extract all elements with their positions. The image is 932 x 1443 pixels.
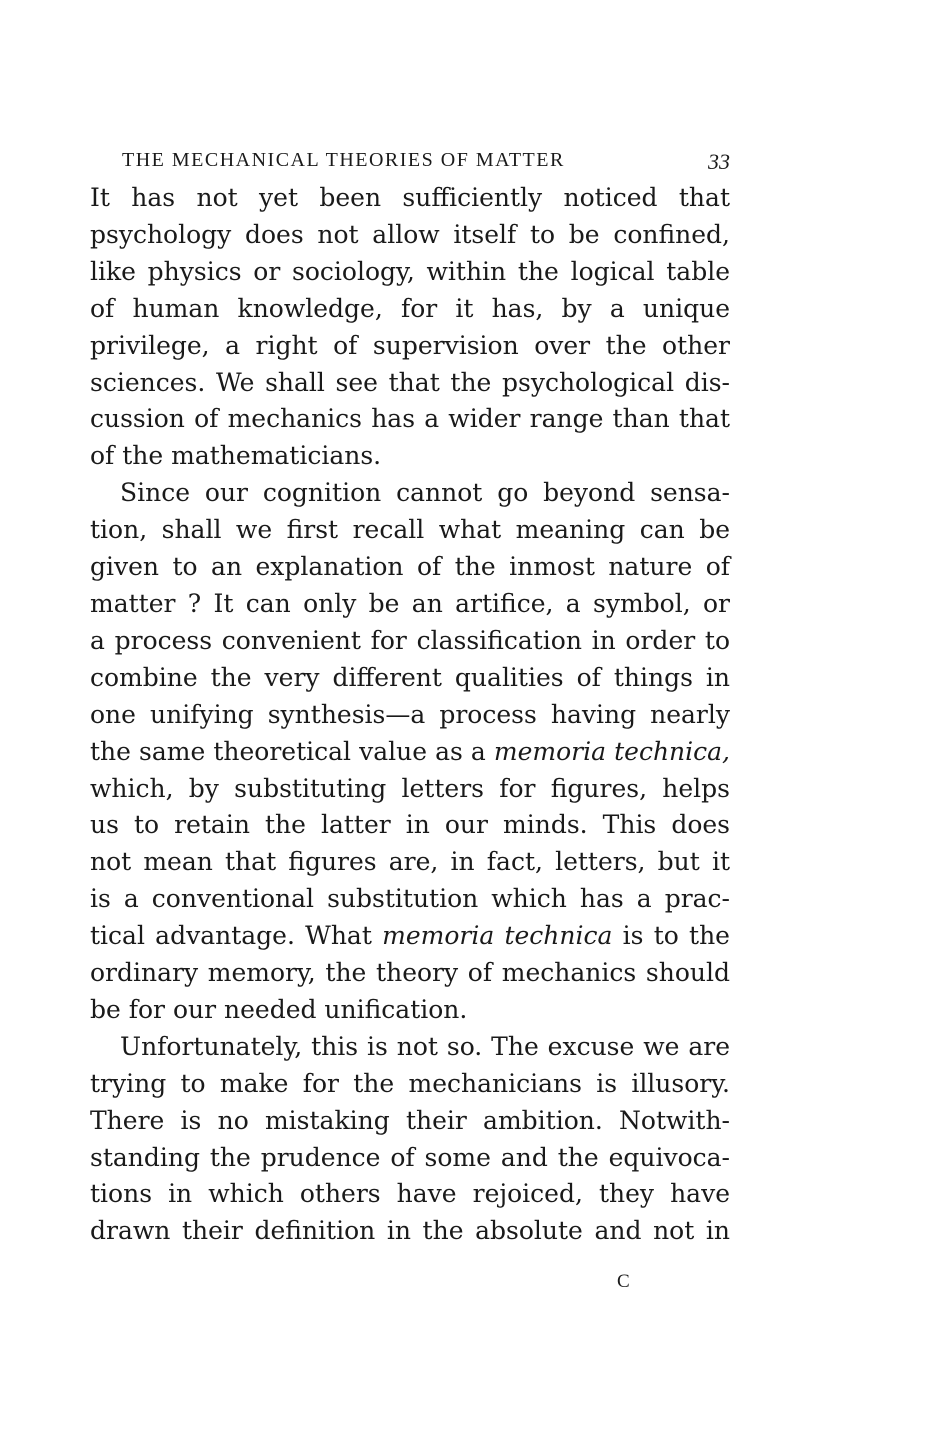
text-line: There is no mistaking their ambition. Notwith-: [90, 1105, 730, 1135]
text-line: Since our cognition cannot go beyond sensa-: [120, 478, 730, 508]
text-line: sciences. We shall see that the psychological dis-: [90, 367, 730, 397]
text-line: combine the very different qualities of things in: [90, 662, 730, 692]
paragraph-1: [90, 180, 730, 475]
italic-phrase: memoria technica,: [493, 736, 730, 766]
text-line: Unfortunately, this is not so. The excuse we are: [120, 1031, 730, 1061]
running-title: THE MECHANICAL THEORIES OF MATTER: [122, 149, 565, 171]
text-segment: tical advantage. What: [90, 921, 383, 951]
text-segment: the same theoretical value as a: [90, 736, 494, 766]
text-segment: is to the: [612, 921, 730, 951]
text-line: not mean that figures are, in fact, letters, but it: [90, 847, 730, 877]
text-line: privilege, a right of supervision over the other: [90, 330, 730, 360]
text-line: is a conventional substitution which has a prac-: [90, 884, 730, 914]
text-line: a process convenient for classification in order to: [90, 625, 730, 655]
text-line: tions in which others have rejoiced, they have: [90, 1179, 730, 1209]
text-line: trying to make for the mechanicians is illusory.: [90, 1068, 730, 1098]
paragraph-2: [90, 475, 730, 1029]
text-line: psychology does not allow itself to be confined,: [90, 219, 730, 249]
running-head: [122, 140, 730, 180]
text-line: of human knowledge, for it has, by a unique: [90, 293, 730, 323]
text-line: us to retain the latter in our minds. This does: [90, 810, 730, 840]
text-line: It has not yet been sufficiently noticed that: [90, 183, 730, 212]
text-line: given to an explanation of the inmost nature of: [90, 552, 730, 582]
text-line: cussion of mechanics has a wider range than that: [90, 404, 730, 434]
text-line: drawn their definition in the absolute and not in: [90, 1216, 730, 1246]
text-line: standing the prudence of some and the equivoca-: [90, 1142, 730, 1172]
text-line: one unifying synthesis—a process having nearly: [90, 699, 730, 729]
signature-mark: C: [617, 1271, 630, 1292]
page-number: 33: [708, 149, 730, 174]
book-page: [90, 140, 730, 1250]
text-line: matter ? It can only be an artifice, a symbol, or: [90, 588, 730, 618]
text-line: of the mathematicians.: [90, 441, 382, 471]
italic-phrase: memoria technica: [382, 921, 613, 951]
text-line: which, by substituting letters for figures, helps: [90, 773, 730, 803]
paragraph-3: [90, 1029, 730, 1250]
text-line: like physics or sociology, within the logical table: [90, 256, 730, 286]
text-line-with-italic: [90, 918, 730, 955]
text-line: tion, shall we first recall what meaning can be: [90, 515, 730, 545]
text-line: ordinary memory, the theory of mechanics should: [90, 958, 730, 988]
text-line: be for our needed unification.: [90, 994, 468, 1024]
text-line-with-italic: [90, 734, 730, 771]
